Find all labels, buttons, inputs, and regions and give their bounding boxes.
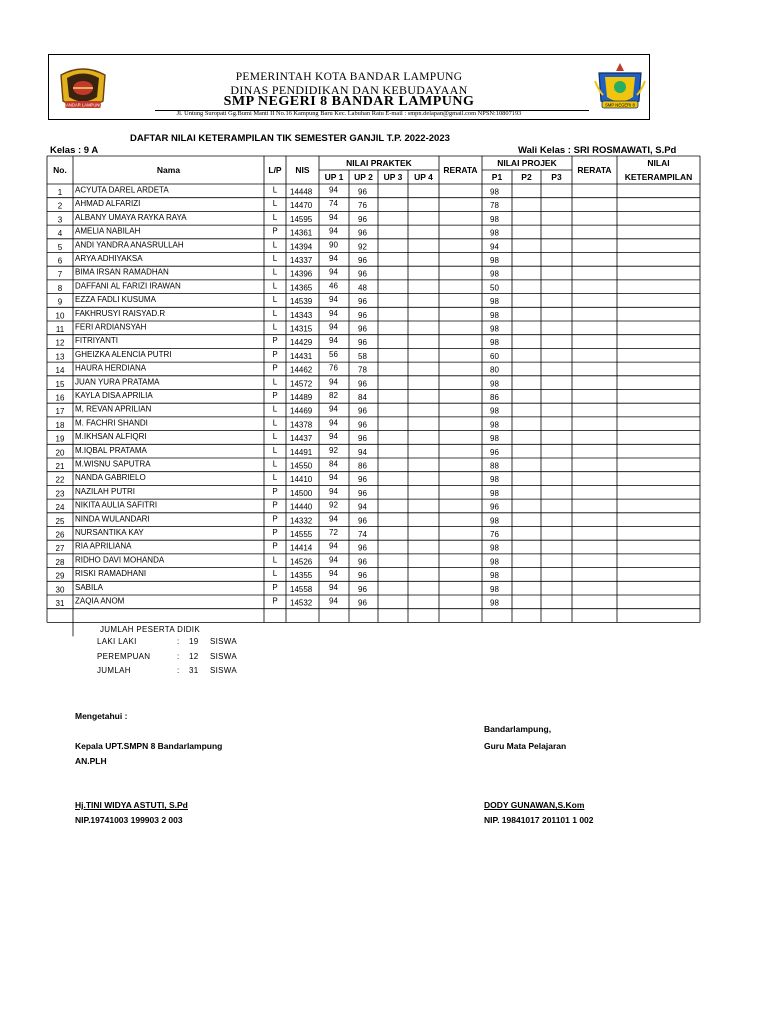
cell-p1: 98 (490, 187, 499, 197)
cell-no: 2 (57, 201, 63, 211)
cell-p1: 60 (490, 351, 499, 361)
cell-no: 8 (57, 283, 63, 293)
cell-no: 13 (55, 352, 65, 362)
cell-p1: 86 (490, 393, 499, 402)
cell-no: 30 (55, 585, 65, 595)
department-name: DINAS PENDIDIKAN DAN KEBUDAYAAN (230, 83, 468, 97)
col-header-lp: L/P (268, 165, 282, 175)
cell-p1: 94 (490, 242, 499, 252)
cell-nis: 14396 (290, 269, 313, 279)
cell-up2: 96 (358, 516, 367, 526)
cell-nis: 14539 (290, 297, 313, 307)
table-row (56, 364, 500, 376)
cell-up2: 94 (358, 447, 367, 457)
table-body (56, 186, 500, 609)
summary-value: 19 (189, 637, 199, 646)
cell-nis: 14414 (290, 543, 313, 553)
cell-no: 26 (55, 530, 65, 540)
table-row (56, 555, 500, 567)
table-row (58, 186, 500, 198)
cell-lp: P (272, 541, 278, 551)
cell-p1: 80 (490, 365, 499, 375)
cell-p1: 78 (490, 201, 499, 211)
summary-value: 31 (189, 666, 199, 675)
cell-nis: 14469 (290, 406, 313, 416)
cell-up1: 74 (329, 199, 338, 209)
cell-p1: 98 (490, 228, 499, 238)
cell-up1: 84 (329, 459, 338, 469)
cell-no: 3 (57, 215, 63, 225)
table-row (56, 501, 500, 512)
cell-p1: 98 (490, 571, 499, 581)
col-header-nilai-projek: NILAI PROJEK (497, 158, 557, 168)
cell-nama: ALBANY UMAYA RAYKA RAYA (75, 212, 187, 222)
cell-up1: 94 (329, 486, 338, 496)
cell-lp: L (272, 322, 278, 332)
cell-nis: 14378 (290, 420, 313, 430)
cell-lp: P (272, 391, 278, 400)
col-header-nama: Nama (156, 165, 181, 175)
col-header-up3: UP 3 (383, 172, 403, 182)
cell-nis: 14365 (290, 283, 313, 293)
table-row (58, 227, 500, 239)
cell-up2: 76 (358, 201, 367, 211)
cell-up2: 48 (358, 283, 367, 293)
summary-unit: SISWA (210, 637, 237, 646)
cell-up1: 94 (329, 336, 338, 346)
cell-lp: P (272, 500, 278, 510)
cell-lp: L (272, 199, 278, 209)
col-header-p1: P1 (491, 172, 503, 182)
cell-nis: 14489 (290, 393, 313, 402)
summary-separator: : (177, 666, 180, 675)
col-header-nis: NIS (295, 165, 310, 175)
cell-lp: L (272, 281, 278, 291)
cell-lp: P (272, 596, 278, 606)
cell-up1: 94 (329, 555, 338, 565)
table-row (56, 391, 500, 403)
cell-up2: 96 (358, 338, 367, 348)
cell-nama: RISKI RAMADHANI (75, 569, 147, 579)
cell-no: 16 (55, 393, 65, 403)
cell-up1: 94 (329, 267, 338, 277)
cell-up2: 96 (358, 475, 367, 485)
cell-p1: 98 (490, 475, 499, 485)
cell-p1: 98 (490, 324, 499, 334)
cell-lp: L (272, 185, 278, 195)
table-row (56, 542, 500, 554)
cell-no: 9 (57, 297, 63, 307)
cell-up2: 96 (358, 488, 367, 498)
cell-p1: 98 (490, 310, 499, 320)
cell-nama: M.IKHSAN ALFIQRI (75, 432, 147, 442)
cell-p1: 96 (490, 447, 499, 457)
table-row (56, 377, 500, 389)
cell-up1: 94 (329, 226, 338, 236)
cell-up1: 94 (329, 404, 338, 414)
cell-up1: 94 (329, 473, 338, 483)
cell-nis: 14429 (290, 338, 313, 348)
cell-up2: 58 (358, 351, 367, 361)
cell-lp: L (272, 254, 278, 263)
cell-nis: 14558 (290, 584, 313, 594)
place-label: Bandarlampung, (484, 724, 552, 734)
cell-up1: 82 (329, 391, 338, 400)
cell-nis: 14491 (290, 447, 313, 457)
cell-nis: 14440 (290, 502, 313, 512)
cell-nis: 14332 (290, 516, 313, 526)
cell-up1: 94 (329, 322, 338, 332)
cell-no: 18 (55, 420, 65, 430)
cell-no: 14 (55, 366, 65, 376)
table-row (56, 323, 500, 335)
cell-nis: 14526 (290, 557, 313, 567)
acknowledged-label: Mengetahui : (75, 711, 128, 721)
cell-up2: 96 (358, 187, 367, 197)
cell-up2: 94 (358, 502, 367, 512)
table-row (58, 240, 500, 252)
cell-up1: 94 (329, 185, 338, 195)
cell-lp: P (272, 514, 278, 524)
cell-up1: 94 (329, 295, 338, 305)
cell-nis: 14394 (290, 242, 313, 252)
cell-up2: 96 (358, 434, 367, 444)
cell-nama: M, REVAN APRILIAN (75, 404, 152, 414)
cell-p1: 98 (490, 269, 499, 279)
cell-nama: ZAQIA ANOM (75, 596, 125, 606)
cell-nis: 14410 (290, 475, 313, 485)
col-header-no: No. (53, 165, 67, 175)
cell-nama: M. FACHRI SHANDI (75, 418, 148, 428)
cell-nama: FAKHRUSYI RAISYAD.R (75, 308, 166, 318)
col-header-nilai-praktek: NILAI PRAKTEK (346, 158, 412, 168)
cell-up1: 46 (329, 281, 338, 291)
cell-up1: 94 (329, 254, 338, 263)
cell-up2: 96 (358, 557, 367, 567)
cell-up2: 96 (358, 379, 367, 389)
cell-no: 21 (55, 462, 65, 471)
col-header-p2: P2 (521, 172, 532, 182)
cell-up1: 94 (329, 377, 338, 387)
table-row (56, 514, 500, 526)
teacher-name: DODY GUNAWAN,S.Kom (484, 800, 585, 810)
cell-up1: 90 (329, 240, 338, 250)
cell-nama: DAFFANI AL FARIZI IRAWAN (75, 281, 181, 291)
summary-separator: : (177, 637, 180, 646)
cell-nis: 14343 (290, 310, 313, 320)
cell-no: 5 (57, 242, 63, 252)
cell-nis: 14437 (290, 434, 313, 444)
cell-p1: 88 (490, 461, 499, 471)
cell-up1: 94 (329, 212, 338, 222)
cell-nama: M.WISNU SAPUTRA (75, 459, 151, 469)
principal-role-note: AN.PLH (75, 756, 107, 766)
cell-up2: 84 (358, 393, 367, 402)
cell-no: 24 (55, 503, 65, 513)
table-row (56, 583, 500, 595)
table-row (56, 569, 500, 581)
cell-nama: M.IQBAL PRATAMA (75, 445, 147, 455)
cell-lp: L (272, 295, 278, 305)
cell-no: 15 (55, 379, 65, 389)
cell-lp: L (272, 212, 278, 222)
cell-up1: 94 (329, 418, 338, 428)
homeroom-teacher: Wali Kelas : SRI ROSMAWATI, S.Pd (518, 145, 677, 156)
table-row (56, 309, 500, 321)
teacher-nip: NIP. 19841017 201101 1 002 (484, 815, 594, 825)
table-row (58, 254, 500, 266)
cell-up1: 94 (329, 514, 338, 524)
cell-p1: 98 (490, 516, 499, 526)
cell-p1: 98 (490, 420, 499, 430)
cell-up1: 94 (329, 541, 338, 551)
cell-up2: 96 (358, 543, 367, 553)
cell-nama: JUAN YURA PRATAMA (75, 377, 160, 387)
cell-p1: 76 (490, 530, 499, 539)
cell-nis: 14431 (290, 351, 313, 361)
cell-no: 10 (55, 311, 65, 321)
principal-role: Kepala UPT.SMPN 8 Bandarlampung (75, 741, 223, 751)
cell-nama: AHMAD ALFARIZI (75, 199, 141, 209)
cell-nis: 14470 (290, 201, 313, 211)
summary-label: PEREMPUAN (97, 651, 151, 661)
cell-nama: GHEIZKA ALENCIA PUTRI (75, 349, 172, 359)
cell-no: 11 (55, 325, 65, 334)
cell-lp: L (272, 569, 278, 579)
cell-up2: 92 (358, 242, 367, 252)
cell-no: 1 (57, 188, 63, 197)
cell-nama: ARYA ADHIYAKSA (75, 254, 143, 263)
cell-lp: P (272, 528, 278, 537)
cell-nis: 14448 (290, 187, 313, 197)
cell-nama: ACYUTA DAREL ARDETA (75, 185, 169, 195)
summary-label: JUMLAH (97, 666, 131, 675)
cell-lp: P (272, 486, 278, 496)
cell-nama: FERI ARDIANSYAH (75, 322, 147, 332)
class-label: Kelas : 9 A (50, 145, 99, 156)
col-header-nilai: NILAI (647, 158, 670, 168)
cell-p1: 98 (490, 598, 499, 608)
table-row (56, 418, 500, 430)
cell-lp: P (272, 226, 278, 236)
summary-value: 12 (189, 651, 199, 661)
cell-up2: 96 (358, 256, 367, 265)
cell-p1: 98 (490, 488, 499, 498)
cell-up2: 96 (358, 297, 367, 307)
cell-nis: 14315 (290, 324, 313, 334)
cell-no: 31 (55, 599, 65, 608)
cell-up2: 96 (358, 406, 367, 416)
principal-name: Hj.TINI WIDYA ASTUTI, S.Pd (75, 800, 188, 810)
cell-nama: NURSANTIKA KAY (75, 528, 144, 537)
cell-up1: 94 (329, 308, 338, 318)
government-name: PEMERINTAH KOTA BANDAR LAMPUNG (235, 71, 463, 83)
cell-p1: 98 (490, 297, 499, 307)
table-row (58, 213, 500, 225)
table-row (56, 336, 500, 348)
cell-no: 4 (57, 229, 63, 239)
cell-up2: 96 (358, 214, 367, 224)
cell-up2: 96 (358, 310, 367, 320)
principal-nip: NIP.19741003 199903 2 003 (75, 815, 183, 825)
cell-up1: 92 (329, 500, 338, 510)
table-row (56, 350, 500, 362)
cell-nis: 14550 (290, 461, 313, 471)
cell-no: 25 (55, 516, 65, 526)
cell-up2: 86 (358, 461, 367, 471)
cell-lp: L (272, 432, 278, 442)
cell-nis: 14355 (290, 571, 313, 581)
cell-up2: 96 (358, 584, 367, 594)
table-row (58, 199, 500, 211)
cell-up2: 74 (358, 530, 367, 539)
document-title: DAFTAR NILAI KETERAMPILAN TIK SEMESTER GANJIL T.P. 2022-2023 (130, 133, 450, 144)
cell-lp: L (272, 555, 278, 565)
cell-no: 29 (55, 571, 65, 581)
cell-nama: SABILA (75, 582, 104, 592)
cell-nis: 14595 (290, 214, 313, 224)
col-header-rerata-praktek: RERATA (443, 165, 478, 175)
cell-no: 27 (55, 544, 65, 554)
table-row (58, 268, 500, 280)
cell-lp: L (272, 308, 278, 318)
cell-p1: 98 (490, 379, 499, 389)
cell-lp: P (272, 349, 278, 359)
table-row (56, 460, 500, 472)
cell-no: 6 (57, 256, 63, 266)
table-row (56, 405, 500, 417)
cell-nama: BIMA IRSAN RAMADHAN (75, 267, 169, 277)
cell-nama: AMELIA NABILAH (75, 226, 141, 236)
summary-separator: : (177, 651, 180, 661)
table-row (56, 487, 500, 499)
summary-unit: SISWA (210, 666, 237, 675)
cell-up1: 94 (329, 569, 338, 579)
cell-p1: 98 (490, 543, 499, 553)
cell-nis: 14532 (290, 598, 313, 608)
cell-nama: FITRIYANTI (75, 336, 118, 346)
cell-lp: L (272, 404, 278, 414)
cell-up1: 92 (329, 445, 338, 455)
cell-p1: 98 (490, 256, 499, 265)
cell-nis: 14462 (290, 365, 313, 375)
cell-no: 22 (55, 475, 65, 485)
table-row (56, 446, 500, 458)
col-header-up2: UP 2 (354, 172, 373, 182)
summary-label: LAKI LAKI (97, 637, 137, 646)
teacher-role: Guru Mata Pelajaran (484, 741, 567, 751)
cell-no: 28 (55, 557, 65, 567)
col-header-up4: UP 4 (414, 172, 433, 182)
cell-nama: NANDA GABRIELO (75, 473, 146, 483)
cell-up1: 56 (329, 349, 338, 359)
cell-up2: 96 (358, 420, 367, 430)
cell-nama: RIA APRILIANA (75, 541, 132, 551)
cell-p1: 98 (490, 434, 499, 444)
cell-lp: L (272, 445, 278, 455)
cell-up2: 96 (358, 228, 367, 238)
school-name: SMP NEGERI 8 BANDAR LAMPUNG (223, 94, 475, 109)
cell-no: 23 (55, 489, 65, 499)
summary-unit: SISWA (210, 651, 237, 661)
cell-lp: P (272, 582, 278, 592)
cell-lp: L (272, 240, 278, 250)
cell-lp: L (272, 473, 278, 483)
cell-p1: 98 (490, 214, 499, 224)
col-header-p3: P3 (551, 172, 562, 182)
cell-p1: 98 (490, 557, 499, 567)
cell-no: 17 (55, 407, 65, 417)
cell-up2: 96 (358, 269, 367, 279)
cell-up1: 76 (329, 363, 338, 373)
table-row (56, 432, 500, 444)
cell-p1: 98 (490, 406, 499, 416)
cell-nama: NIKITA AULIA SAFITRI (75, 500, 158, 510)
cell-no: 20 (55, 448, 65, 458)
cell-nama: EZZA FADLI KUSUMA (75, 295, 156, 305)
cell-lp: L (272, 418, 278, 428)
cell-up1: 72 (329, 528, 338, 537)
cell-nis: 14337 (290, 256, 313, 265)
table-row (56, 528, 500, 540)
cell-p1: 98 (490, 584, 499, 594)
cell-up1: 94 (329, 432, 338, 442)
cell-no: 7 (57, 270, 63, 280)
col-header-rerata-projek: RERATA (577, 165, 612, 175)
cell-nama: RIDHO DAVI MOHANDA (75, 555, 165, 565)
table-row (58, 281, 500, 293)
cell-up2: 96 (358, 571, 367, 581)
cell-nama: NINDA WULANDARI (75, 514, 150, 524)
cell-nis: 14361 (290, 228, 313, 238)
cell-up2: 96 (358, 324, 367, 334)
col-header-keterampilan: KETERAMPILAN (624, 172, 693, 182)
cell-p1: 96 (490, 502, 499, 512)
cell-up1: 94 (329, 582, 338, 592)
cell-nama: NAZILAH PUTRI (75, 486, 136, 496)
cell-nis: 14500 (290, 488, 313, 498)
summary-title: JUMLAH PESERTA DIDIK (100, 625, 200, 634)
school-address: Jl. Untung Suropati Gg.Bumi Manti II No.16 Kampung Baru Kec. Labuhan Ratu E-mail : smpn.delapan@gmail.com NPSN:10807193 (176, 110, 522, 117)
col-header-up1: UP 1 (324, 172, 344, 182)
cell-nama: KAYLA DISA APRILIA (75, 391, 153, 400)
cell-up2: 96 (358, 598, 367, 608)
cell-up2: 78 (358, 365, 367, 375)
cell-lp: L (272, 459, 278, 469)
table-row (56, 597, 500, 609)
cell-lp: P (272, 363, 278, 373)
cell-nama: HAURA HERDIANA (75, 363, 147, 373)
cell-lp: L (272, 377, 278, 387)
cell-up1: 94 (329, 596, 338, 606)
cell-nama: ANDI YANDRA ANASRULLAH (75, 240, 184, 250)
table-row (56, 473, 500, 485)
cell-lp: P (272, 336, 278, 346)
cell-no: 12 (55, 338, 65, 348)
svg-text:SMP NEGERI 8: SMP NEGERI 8 (605, 102, 635, 108)
cell-nis: 14555 (290, 530, 313, 539)
cell-nis: 14572 (290, 379, 313, 389)
cell-p1: 98 (490, 338, 499, 348)
cell-no: 19 (55, 434, 65, 444)
table-row (58, 295, 500, 307)
svg-text:BANDAR LAMPUNG: BANDAR LAMPUNG (63, 102, 103, 108)
cell-p1: 50 (490, 283, 499, 293)
cell-lp: L (272, 267, 278, 277)
